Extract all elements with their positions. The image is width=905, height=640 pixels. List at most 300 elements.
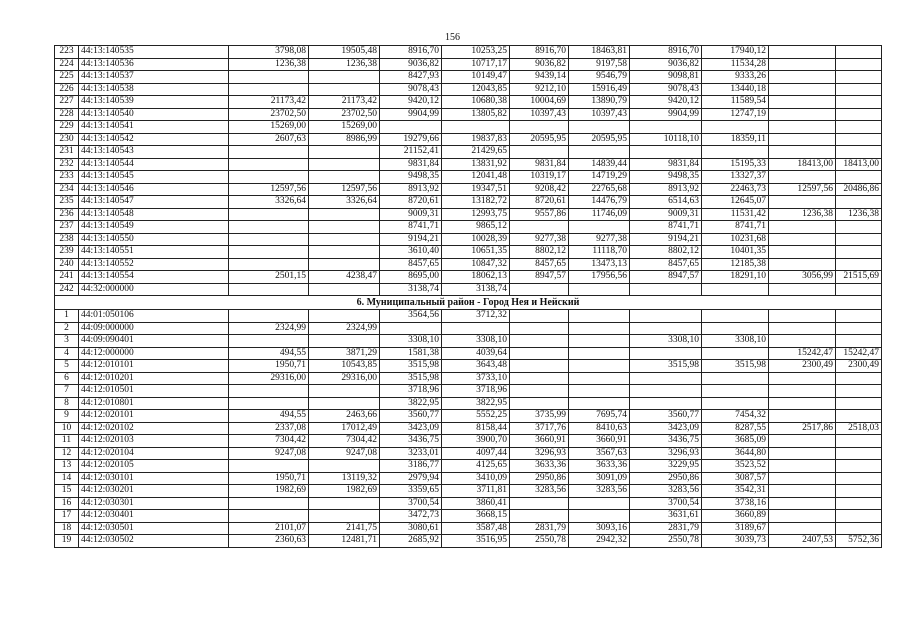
value-cell — [309, 497, 380, 510]
value-cell: 12597,56 — [769, 183, 836, 196]
value-cell — [510, 510, 569, 523]
value-cell — [309, 146, 380, 159]
value-cell: 8802,12 — [510, 246, 569, 259]
value-cell — [769, 233, 836, 246]
value-cell: 8916,70 — [630, 46, 702, 59]
table-row — [55, 171, 882, 184]
value-cell: 3091,09 — [569, 472, 630, 485]
table-row — [55, 485, 882, 498]
row-number-cell: 237 — [55, 221, 79, 234]
table-row — [55, 208, 882, 221]
value-cell: 9194,21 — [630, 233, 702, 246]
value-cell — [569, 322, 630, 335]
value-cell: 3515,98 — [630, 360, 702, 373]
value-cell: 15242,47 — [836, 347, 882, 360]
row-number-cell: 17 — [55, 510, 79, 523]
value-cell: 15916,49 — [569, 83, 630, 96]
value-cell: 9831,84 — [380, 158, 442, 171]
value-cell — [769, 258, 836, 271]
value-cell — [229, 233, 309, 246]
value-cell — [229, 221, 309, 234]
table-row — [55, 133, 882, 146]
value-cell: 3436,75 — [630, 435, 702, 448]
value-cell: 1236,38 — [836, 208, 882, 221]
value-cell — [769, 497, 836, 510]
value-cell: 1982,69 — [309, 485, 380, 498]
value-cell — [769, 146, 836, 159]
value-cell: 12645,07 — [702, 196, 769, 209]
value-cell — [836, 221, 882, 234]
value-cell: 3718,96 — [442, 385, 510, 398]
row-number-cell: 239 — [55, 246, 79, 259]
table-row — [55, 360, 882, 373]
value-cell — [630, 121, 702, 134]
value-cell: 9333,26 — [702, 71, 769, 84]
value-cell — [510, 372, 569, 385]
value-cell — [702, 372, 769, 385]
value-cell: 3326,64 — [229, 196, 309, 209]
value-cell — [229, 283, 309, 296]
table-row — [55, 322, 882, 335]
value-cell: 3660,89 — [702, 510, 769, 523]
value-cell: 11746,09 — [569, 208, 630, 221]
cadastral-number-cell: 44:12:030101 — [79, 472, 229, 485]
cadastral-number-cell: 44:13:140548 — [79, 208, 229, 221]
value-cell: 3186,77 — [380, 460, 442, 473]
row-number-cell: 240 — [55, 258, 79, 271]
value-cell: 9197,58 — [569, 58, 630, 71]
value-cell: 11531,42 — [702, 208, 769, 221]
row-number-cell: 7 — [55, 385, 79, 398]
value-cell: 13327,37 — [702, 171, 769, 184]
row-number-cell: 12 — [55, 447, 79, 460]
cadastral-number-cell: 44:13:140545 — [79, 171, 229, 184]
value-cell — [229, 83, 309, 96]
value-cell — [836, 472, 882, 485]
value-cell — [769, 335, 836, 348]
row-number-cell: 10 — [55, 422, 79, 435]
value-cell — [630, 310, 702, 323]
value-cell: 8457,65 — [510, 258, 569, 271]
value-cell — [309, 208, 380, 221]
value-cell — [836, 447, 882, 460]
value-cell — [769, 46, 836, 59]
value-cell: 3080,61 — [380, 522, 442, 535]
value-cell — [510, 146, 569, 159]
value-cell — [769, 472, 836, 485]
value-cell: 21515,69 — [836, 271, 882, 284]
value-cell — [510, 322, 569, 335]
value-cell: 3798,08 — [229, 46, 309, 59]
value-cell: 4238,47 — [309, 271, 380, 284]
value-cell — [836, 322, 882, 335]
row-number-cell: 232 — [55, 158, 79, 171]
value-cell — [769, 246, 836, 259]
value-cell: 8986,99 — [309, 133, 380, 146]
value-cell: 3296,93 — [510, 447, 569, 460]
value-cell — [836, 83, 882, 96]
value-cell: 3660,91 — [569, 435, 630, 448]
value-cell: 8802,12 — [630, 246, 702, 259]
value-cell — [836, 46, 882, 59]
value-cell: 12747,19 — [702, 108, 769, 121]
value-cell: 22765,68 — [569, 183, 630, 196]
value-cell — [569, 335, 630, 348]
value-cell: 8695,00 — [380, 271, 442, 284]
table-row — [55, 108, 882, 121]
value-cell — [769, 397, 836, 410]
row-number-cell: 3 — [55, 335, 79, 348]
value-cell — [569, 347, 630, 360]
value-cell: 15269,00 — [309, 121, 380, 134]
value-cell: 18062,13 — [442, 271, 510, 284]
value-cell — [229, 460, 309, 473]
value-cell: 3564,56 — [380, 310, 442, 323]
value-cell: 13805,82 — [442, 108, 510, 121]
value-cell: 3822,95 — [380, 397, 442, 410]
cadastral-number-cell: 44:01:050106 — [79, 310, 229, 323]
value-cell — [769, 410, 836, 423]
value-cell: 15195,33 — [702, 158, 769, 171]
value-cell: 2324,99 — [229, 322, 309, 335]
value-cell: 12185,38 — [702, 258, 769, 271]
cadastral-number-cell: 44:12:000000 — [79, 347, 229, 360]
value-cell: 494,55 — [229, 410, 309, 423]
table-row — [55, 335, 882, 348]
row-number-cell: 18 — [55, 522, 79, 535]
value-cell — [769, 283, 836, 296]
value-cell — [309, 158, 380, 171]
value-cell — [380, 322, 442, 335]
value-cell: 9904,99 — [380, 108, 442, 121]
cadastral-number-cell: 44:13:140543 — [79, 146, 229, 159]
value-cell — [630, 322, 702, 335]
value-cell: 2550,78 — [510, 535, 569, 548]
value-cell: 12481,71 — [309, 535, 380, 548]
value-cell: 9420,12 — [630, 96, 702, 109]
value-cell — [630, 385, 702, 398]
value-cell: 9420,12 — [380, 96, 442, 109]
value-cell — [836, 497, 882, 510]
cadastral-number-cell: 44:09:000000 — [79, 322, 229, 335]
value-cell: 2407,53 — [769, 535, 836, 548]
value-cell — [510, 283, 569, 296]
value-cell: 9036,82 — [510, 58, 569, 71]
value-cell: 3735,99 — [510, 410, 569, 423]
value-cell: 12597,56 — [309, 183, 380, 196]
table-row — [55, 121, 882, 134]
value-cell: 3711,81 — [442, 485, 510, 498]
value-cell: 9208,42 — [510, 183, 569, 196]
value-cell: 10717,17 — [442, 58, 510, 71]
value-cell: 3523,52 — [702, 460, 769, 473]
value-cell: 10253,25 — [442, 46, 510, 59]
value-cell: 3643,48 — [442, 360, 510, 373]
value-cell: 10543,85 — [309, 360, 380, 373]
value-cell: 14719,29 — [569, 171, 630, 184]
value-cell — [309, 460, 380, 473]
value-cell: 2950,86 — [510, 472, 569, 485]
value-cell — [769, 372, 836, 385]
value-cell: 7304,42 — [229, 435, 309, 448]
value-cell — [630, 283, 702, 296]
cadastral-number-cell: 44:12:020101 — [79, 410, 229, 423]
value-cell — [309, 510, 380, 523]
row-number-cell: 241 — [55, 271, 79, 284]
value-cell: 13440,18 — [702, 83, 769, 96]
cadastral-number-cell: 44:12:030301 — [79, 497, 229, 510]
table-row — [55, 96, 882, 109]
value-cell — [836, 435, 882, 448]
row-number-cell: 238 — [55, 233, 79, 246]
value-cell — [702, 310, 769, 323]
value-cell — [836, 108, 882, 121]
row-number-cell: 234 — [55, 183, 79, 196]
cadastral-number-cell: 44:12:010101 — [79, 360, 229, 373]
cadastral-number-cell: 44:13:140537 — [79, 71, 229, 84]
table-row — [55, 510, 882, 523]
table-row — [55, 158, 882, 171]
value-cell: 3326,64 — [309, 196, 380, 209]
value-cell — [309, 83, 380, 96]
value-cell: 9831,84 — [630, 158, 702, 171]
value-cell — [309, 385, 380, 398]
table-row — [55, 71, 882, 84]
row-number-cell: 16 — [55, 497, 79, 510]
value-cell — [569, 397, 630, 410]
value-cell: 10397,43 — [569, 108, 630, 121]
value-cell: 2300,49 — [769, 360, 836, 373]
value-cell — [836, 133, 882, 146]
table-section — [55, 296, 882, 310]
value-cell — [769, 485, 836, 498]
value-cell: 3900,70 — [442, 435, 510, 448]
value-cell — [836, 233, 882, 246]
cadastral-number-cell: 44:13:140546 — [79, 183, 229, 196]
table-row — [55, 183, 882, 196]
value-cell — [702, 322, 769, 335]
value-cell — [510, 335, 569, 348]
value-cell — [309, 397, 380, 410]
value-cell: 3700,54 — [630, 497, 702, 510]
value-cell: 9078,43 — [380, 83, 442, 96]
value-cell: 2942,32 — [569, 535, 630, 548]
table-row — [55, 58, 882, 71]
row-number-cell: 19 — [55, 535, 79, 548]
cadastral-number-cell: 44:12:010801 — [79, 397, 229, 410]
value-cell: 2685,92 — [380, 535, 442, 548]
value-cell: 3359,65 — [380, 485, 442, 498]
value-cell — [442, 121, 510, 134]
value-cell — [229, 335, 309, 348]
value-cell: 15242,47 — [769, 347, 836, 360]
value-cell: 8410,63 — [569, 422, 630, 435]
value-cell: 10004,69 — [510, 96, 569, 109]
value-cell — [702, 385, 769, 398]
value-cell — [510, 221, 569, 234]
value-cell: 3308,10 — [630, 335, 702, 348]
value-cell: 3410,09 — [442, 472, 510, 485]
value-cell: 9036,82 — [630, 58, 702, 71]
value-cell: 9247,08 — [309, 447, 380, 460]
value-cell: 23702,50 — [229, 108, 309, 121]
value-cell: 13119,32 — [309, 472, 380, 485]
value-cell: 21173,42 — [309, 96, 380, 109]
value-cell: 9498,35 — [630, 171, 702, 184]
value-cell: 3712,32 — [442, 310, 510, 323]
value-cell: 18291,10 — [702, 271, 769, 284]
value-cell — [229, 385, 309, 398]
table-row — [55, 221, 882, 234]
value-cell — [569, 283, 630, 296]
table-row — [55, 422, 882, 435]
value-cell — [569, 372, 630, 385]
row-number-cell: 242 — [55, 283, 79, 296]
value-cell — [836, 485, 882, 498]
value-cell: 3633,36 — [510, 460, 569, 473]
value-cell: 3717,76 — [510, 422, 569, 435]
value-cell: 8457,65 — [380, 258, 442, 271]
value-cell: 12041,48 — [442, 171, 510, 184]
row-number-cell: 230 — [55, 133, 79, 146]
value-cell — [769, 460, 836, 473]
value-cell — [630, 146, 702, 159]
value-cell — [630, 372, 702, 385]
row-number-cell: 9 — [55, 410, 79, 423]
table-group-2 — [55, 310, 882, 548]
cadastral-number-cell: 44:13:140550 — [79, 233, 229, 246]
value-cell — [309, 221, 380, 234]
value-cell: 18359,11 — [702, 133, 769, 146]
value-cell: 9831,84 — [510, 158, 569, 171]
value-cell — [229, 71, 309, 84]
value-cell: 2337,08 — [229, 422, 309, 435]
value-cell — [569, 510, 630, 523]
value-cell: 12993,75 — [442, 208, 510, 221]
value-cell: 3229,95 — [630, 460, 702, 473]
value-cell: 10319,17 — [510, 171, 569, 184]
value-cell — [229, 171, 309, 184]
value-cell: 21152,41 — [380, 146, 442, 159]
value-cell: 9009,31 — [380, 208, 442, 221]
section-title: 6. Муниципальный район - Город Нея и Нейский — [55, 296, 882, 310]
value-cell — [769, 196, 836, 209]
value-cell: 10680,38 — [442, 96, 510, 109]
table-row — [55, 472, 882, 485]
value-cell — [702, 121, 769, 134]
value-cell: 9865,12 — [442, 221, 510, 234]
value-cell — [510, 360, 569, 373]
value-cell: 3660,91 — [510, 435, 569, 448]
value-cell: 1581,38 — [380, 347, 442, 360]
value-cell: 8457,65 — [630, 258, 702, 271]
value-cell: 3587,48 — [442, 522, 510, 535]
value-cell: 3560,77 — [630, 410, 702, 423]
value-cell — [769, 121, 836, 134]
value-cell: 17012,49 — [309, 422, 380, 435]
value-cell: 8916,70 — [510, 46, 569, 59]
value-cell: 8287,55 — [702, 422, 769, 435]
value-cell — [836, 196, 882, 209]
value-cell: 9439,14 — [510, 71, 569, 84]
value-cell: 10028,39 — [442, 233, 510, 246]
value-cell — [769, 522, 836, 535]
value-cell — [769, 510, 836, 523]
value-cell — [836, 510, 882, 523]
cadastral-number-cell: 44:13:140552 — [79, 258, 229, 271]
value-cell: 20486,86 — [836, 183, 882, 196]
row-number-cell: 4 — [55, 347, 79, 360]
value-cell — [836, 96, 882, 109]
value-cell: 13831,92 — [442, 158, 510, 171]
value-cell: 23702,50 — [309, 108, 380, 121]
value-cell — [229, 208, 309, 221]
value-cell: 3283,56 — [630, 485, 702, 498]
value-cell: 2518,03 — [836, 422, 882, 435]
value-cell: 9557,86 — [510, 208, 569, 221]
value-cell — [769, 447, 836, 460]
row-number-cell: 6 — [55, 372, 79, 385]
value-cell — [229, 497, 309, 510]
value-cell — [769, 310, 836, 323]
row-number-cell: 5 — [55, 360, 79, 373]
value-cell: 4125,65 — [442, 460, 510, 473]
table-row — [55, 535, 882, 548]
value-cell: 3093,16 — [569, 522, 630, 535]
cadastral-number-cell: 44:12:010501 — [79, 385, 229, 398]
value-cell — [510, 397, 569, 410]
value-cell — [309, 258, 380, 271]
value-cell — [229, 246, 309, 259]
value-cell: 17956,56 — [569, 271, 630, 284]
value-cell — [836, 258, 882, 271]
value-cell: 3631,61 — [630, 510, 702, 523]
cadastral-value-table — [54, 45, 882, 548]
value-cell: 3644,80 — [702, 447, 769, 460]
table-row — [55, 460, 882, 473]
value-cell: 3860,41 — [442, 497, 510, 510]
value-cell — [510, 121, 569, 134]
value-cell: 8741,71 — [630, 221, 702, 234]
value-cell: 5552,25 — [442, 410, 510, 423]
value-cell: 3516,95 — [442, 535, 510, 548]
table-row — [55, 347, 882, 360]
value-cell: 21429,65 — [442, 146, 510, 159]
value-cell: 3423,09 — [380, 422, 442, 435]
value-cell: 3233,01 — [380, 447, 442, 460]
value-cell — [442, 322, 510, 335]
value-cell: 5752,36 — [836, 535, 882, 548]
cadastral-number-cell: 44:12:030201 — [79, 485, 229, 498]
value-cell: 2101,07 — [229, 522, 309, 535]
value-cell — [769, 221, 836, 234]
value-cell: 20595,95 — [569, 133, 630, 146]
value-cell: 9009,31 — [630, 208, 702, 221]
value-cell: 18413,00 — [769, 158, 836, 171]
value-cell: 8913,92 — [380, 183, 442, 196]
value-cell: 9212,10 — [510, 83, 569, 96]
value-cell — [702, 397, 769, 410]
value-cell — [229, 397, 309, 410]
row-number-cell: 229 — [55, 121, 79, 134]
value-cell: 1950,71 — [229, 472, 309, 485]
value-cell: 9194,21 — [380, 233, 442, 246]
value-cell — [309, 233, 380, 246]
row-number-cell: 224 — [55, 58, 79, 71]
value-cell — [769, 133, 836, 146]
value-cell — [769, 83, 836, 96]
table-row — [55, 83, 882, 96]
